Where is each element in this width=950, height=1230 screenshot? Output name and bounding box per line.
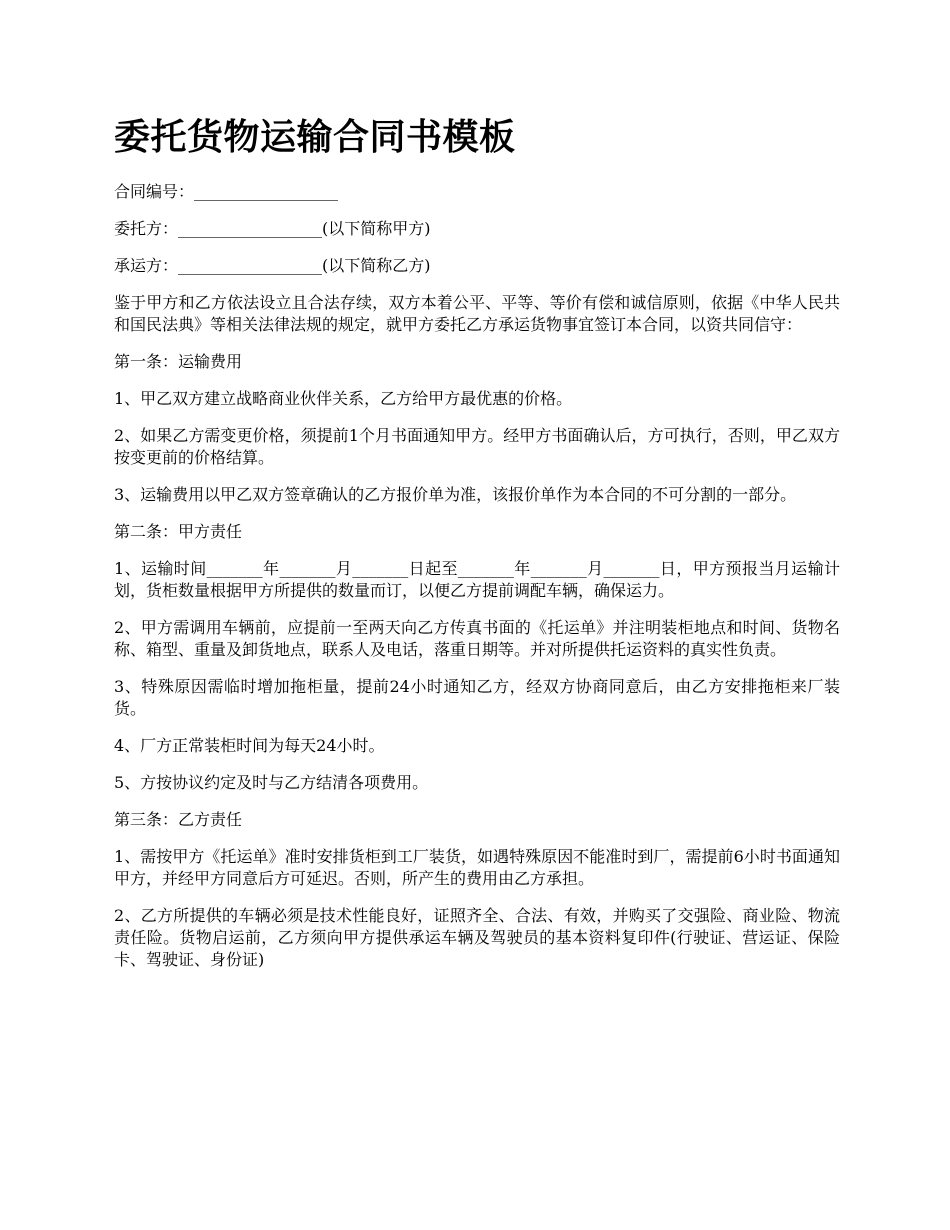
document-title: 委托货物运输合同书模板 bbox=[114, 116, 516, 158]
article-3-heading: 第三条：乙方责任 bbox=[114, 810, 243, 829]
article-3-clause-1: 1、需按甲方《托运单》准时安排货柜到工厂装货，如遇特殊原因不能准时到厂，需提前6小时书面通知甲方，并经甲方同意后方可延迟。否则，所产生的费用由乙方承担。 bbox=[114, 847, 840, 888]
article-1-clause-2: 2、如果乙方需变更价格，须提前1个月书面通知甲方。经甲方书面确认后，方可执行，否则，甲乙双方按变更前的价格结算。 bbox=[114, 426, 840, 467]
article-2-clause-4: 4、厂方正常装柜时间为每天24小时。 bbox=[114, 736, 385, 755]
article-2-clause-5: 5、方按协议约定及时与乙方结清各项费用。 bbox=[114, 773, 429, 792]
article-2-clause-1: 1、运输时间_______年_______月_______日起至_______年_______月_______日，甲方预报当月运输计划，货柜数量根据甲方所提供的数量而订，以便乙方提前调配车辆，确保运力。 bbox=[114, 559, 840, 600]
client-party-line: 委托方：__________________(以下简称甲方) bbox=[114, 219, 431, 238]
article-3-clause-2: 2、乙方所提供的车辆必须是技术性能良好，证照齐全、合法、有效，并购买了交强险、商业险、物流责任险。货物启运前，乙方须向甲方提供承运车辆及驾驶员的基本资料复印件(行驶证、营运证、保险卡、驾驶证、身份证) bbox=[114, 906, 840, 969]
document-body bbox=[114, 181, 840, 986]
article-2-clause-2: 2、甲方需调用车辆前，应提前一至两天向乙方传真书面的《托运单》并注明装柜地点和时间、货物名称、箱型、重量及卸货地点，联系人及电话，落重日期等。并对所提供托运资料的真实性负责。 bbox=[114, 618, 840, 659]
preamble-paragraph: 鉴于甲方和乙方依法设立且合法存续，双方本着公平、平等、等价有偿和诚信原则，依据《中华人民共和国民法典》等相关法律法规的规定，就甲方委托乙方承运货物事宜签订本合同，以资共同信守： bbox=[114, 293, 840, 334]
article-1-heading: 第一条：运输费用 bbox=[114, 352, 243, 371]
article-1-clause-3: 3、运输费用以甲乙双方签章确认的乙方报价单为准，该报价单作为本合同的不可分割的一部分。 bbox=[114, 485, 797, 504]
article-2-heading: 第二条：甲方责任 bbox=[114, 522, 243, 541]
carrier-party-line: 承运方：__________________(以下简称乙方) bbox=[114, 256, 431, 275]
contract-number-line: 合同编号：__________________ bbox=[114, 182, 339, 201]
article-1-clause-1: 1、甲乙双方建立战略商业伙伴关系，乙方给甲方最优惠的价格。 bbox=[114, 389, 573, 408]
article-2-clause-3: 3、特殊原因需临时增加拖柜量，提前24小时通知乙方，经双方协商同意后，由乙方安排拖柜来厂装货。 bbox=[114, 677, 840, 718]
